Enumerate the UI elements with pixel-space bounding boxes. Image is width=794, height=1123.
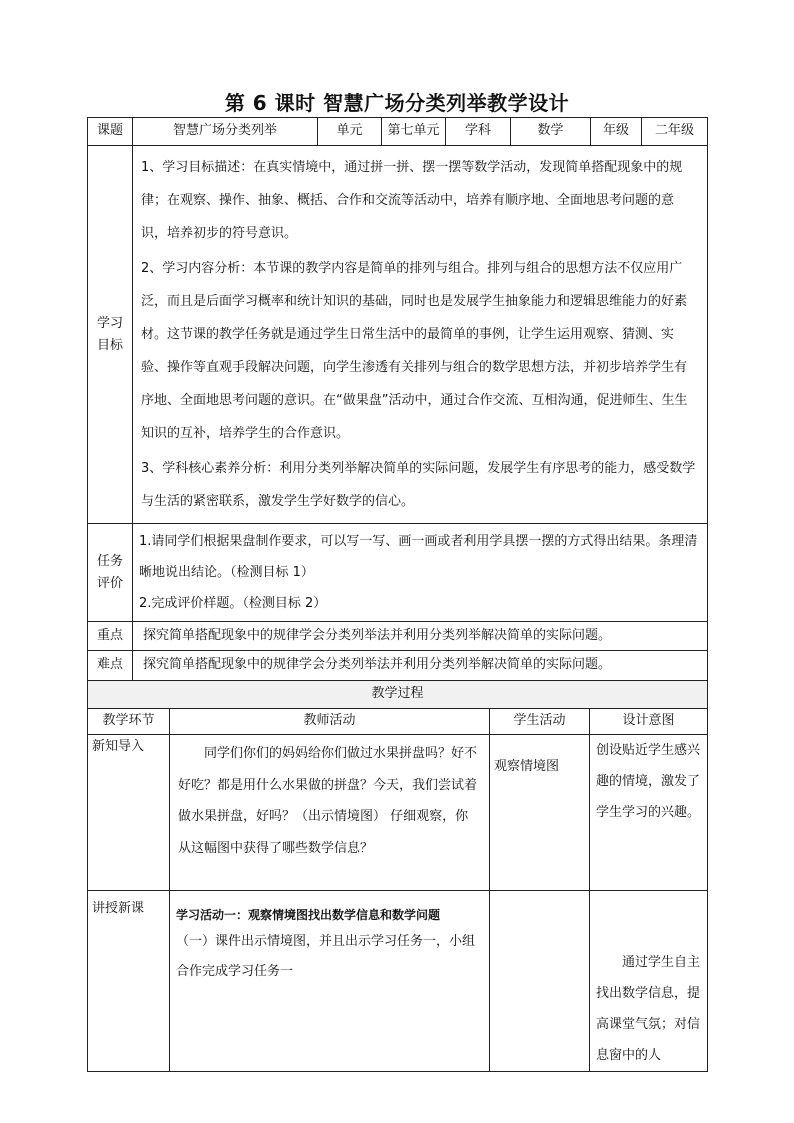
process-heading: 教学过程 <box>88 681 708 709</box>
col-student-header: 学生活动 <box>490 709 590 735</box>
intro-teacher-text: 同学们你们的妈妈给你们做过水果拼盘吗？好不好吃？都是用什么水果做的拼盘？今天，我们尝试着做水果拼盘，好吗？（出示情境图） 仔细观察，你从这幅图中获得了哪些数学信息？ <box>178 746 478 856</box>
row-intro-design <box>590 735 708 891</box>
key-point-text: 探究简单搭配现象中的规律学会分类列举法并利用分类列举解决简单的实际问题。 <box>133 622 708 651</box>
col-step-header: 教学环节 <box>88 709 170 735</box>
goals-label: 学习目标 <box>88 146 133 524</box>
goals-paragraph-1: 1、学习目标描述：在真实情境中，通过拼一拼、摆一摆等数学活动，发现简单搭配现象中的规律；在观察、操作、抽象、概括、合作和交流等活动中，培养有顺序地、全面地思考问题的意识，培养初步的符号意识。 <box>141 160 683 241</box>
activity-body: （一）课件出示情境图，并且出示学习任务一，小组合作完成学习任务一 <box>176 934 476 979</box>
row-newlesson-design <box>590 891 708 1072</box>
unit-value: 第七单元 <box>382 118 446 146</box>
topic-value: 智慧广场分类列举 <box>133 118 318 146</box>
unit-label: 单元 <box>318 118 382 146</box>
row-newlesson-teacher <box>170 891 490 1072</box>
task-eval-label: 任务评价 <box>88 524 133 622</box>
difficulty-text: 探究简单搭配现象中的规律学会分类列举法并利用分类列举解决简单的实际问题。 <box>133 651 708 681</box>
subject-value: 数学 <box>511 118 591 146</box>
row-newlesson-step: 讲授新课 <box>88 891 170 1072</box>
row-intro-step: 新知导入 <box>88 735 170 891</box>
difficulty-label: 难点 <box>88 651 133 681</box>
grade-value: 二年级 <box>642 118 708 146</box>
activity-title: 学习活动一：观察情境图找出数学信息和数学问题 <box>176 908 441 922</box>
task-eval-line-2: 2.完成评价样题。（检测目标 2） <box>139 596 327 611</box>
goals-paragraph-3: 3、学科核心素养分析：利用分类列举解决简单的实际问题，发展学生有序思考的能力，感受数学与生活的紧密联系，激发学生学好数学的信心。 <box>141 461 696 509</box>
newlesson-design-text: 通过学生自主找出数学信息，提高课堂气氛；对信息窗中的人 <box>596 955 701 1063</box>
goals-content <box>133 146 708 524</box>
col-teacher-header: 教师活动 <box>170 709 490 735</box>
task-eval-content <box>133 524 708 622</box>
task-eval-line-1: 1.请同学们根据果盘制作要求，可以写一写、画一画或者利用学具摆一摆的方式得出结果。条理清晰地说出结论。（检测目标 1） <box>139 534 698 580</box>
col-design-header: 设计意图 <box>590 709 708 735</box>
teaching-process-table <box>87 680 708 1072</box>
intro-design-text: 创设贴近学生感兴趣的情境，激发了学生学习的兴趣。 <box>596 743 701 820</box>
row-newlesson-student <box>490 891 590 1072</box>
key-point-label: 重点 <box>88 622 133 651</box>
topic-label: 课题 <box>88 118 133 146</box>
grade-label: 年级 <box>591 118 642 146</box>
lesson-info-table <box>87 117 708 681</box>
row-intro-student: 观察情境图 <box>490 735 590 891</box>
row-intro-teacher <box>170 735 490 891</box>
goals-paragraph-2: 2、学习内容分析：本节课的教学内容是简单的排列与组合。排列与组合的思想方法不仅应用广泛，而且是后面学习概率和统计知识的基础，同时也是发展学生抽象能力和逻辑思维能力的好素材。这节课的教学任务就是通过学生日常生活中的最简单的事例，让学生运用观察、猜测、实验、操作等直观手段解决问题，向学生渗透有关排列与组合的数学思想方法，并初步培养学生有序地、全面地思考问题的意识。在“做果盘”活动中，通过合作交流、互相沟通，促进师生、生生知识的互补，培养学生的合作意识。 <box>141 261 688 441</box>
page-title: 第 6 课时 智慧广场分类列举教学设计 <box>224 91 570 115</box>
subject-label: 学科 <box>446 118 511 146</box>
